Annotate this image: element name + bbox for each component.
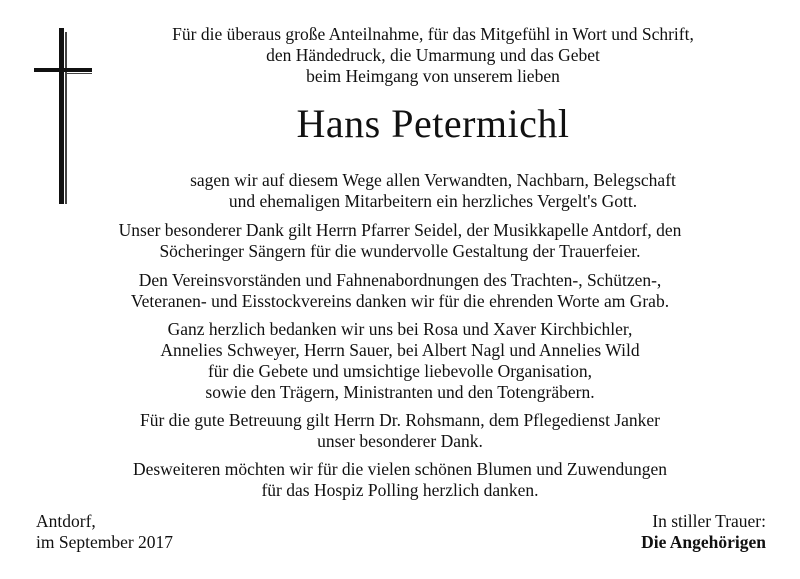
intro-line-2: den Händedruck, die Umarmung und das Gebet <box>266 45 600 65</box>
paragraph-3-line-4: sowie den Trägern, Ministranten und den Totengräbern. <box>205 382 595 402</box>
deceased-name: Hans Petermichl <box>296 101 570 146</box>
intro-line-3: beim Heimgang von unserem lieben <box>306 66 560 86</box>
paragraph-2-line-2: Veteranen- und Eisstockvereins danken wir für die ehrenden Worte am Grab. <box>130 291 670 311</box>
thanks-intro-line-1: sagen wir auf diesem Wege allen Verwandten, Nachbarn, Belegschaft <box>190 170 676 190</box>
paragraph-3-line-3: für die Gebete und umsichtige liebevolle Organisation, <box>207 361 593 381</box>
intro-line-1: Für die überaus große Anteilnahme, für das Mitgefühl in Wort und Schrift, <box>172 24 694 44</box>
paragraph-1-line-2: Söcheringer Sängern für die wundervolle Gestaltung der Trauerfeier. <box>159 241 641 261</box>
footer-place: Antdorf, <box>36 511 96 531</box>
paragraph-4-line-2: unser besonderer Dank. <box>317 431 483 451</box>
paragraph-4-line-1: Für die gute Betreuung gilt Herrn Dr. Rohsmann, dem Pflegedienst Janker <box>139 410 661 430</box>
paragraph-1-line-1: Unser besonderer Dank gilt Herrn Pfarrer Seidel, der Musikkapelle Antdorf, den <box>118 220 682 240</box>
cross-icon <box>34 28 92 204</box>
paragraph-3-line-2: Annelies Schweyer, Herrn Sauer, bei Albert Nagl und Annelies Wild <box>160 340 640 360</box>
footer-mourning: In stiller Trauer: <box>652 511 766 531</box>
paragraph-5-line-1: Desweiteren möchten wir für die vielen schönen Blumen und Zuwendungen <box>132 459 668 479</box>
thanks-intro-line-2: und ehemaligen Mitarbeitern ein herzliches Vergelt's Gott. <box>228 191 638 211</box>
paragraph-5-line-2: für das Hospiz Polling herzlich danken. <box>261 480 539 500</box>
footer-signatory: Die Angehörigen <box>641 532 766 552</box>
footer-date: im September 2017 <box>36 532 174 552</box>
paragraph-2-line-1: Den Vereinsvorständen und Fahnenabordnungen des Trachten-, Schützen-, <box>138 270 662 290</box>
paragraph-3-line-1: Ganz herzlich bedanken wir uns bei Rosa und Xaver Kirchbichler, <box>167 319 633 339</box>
